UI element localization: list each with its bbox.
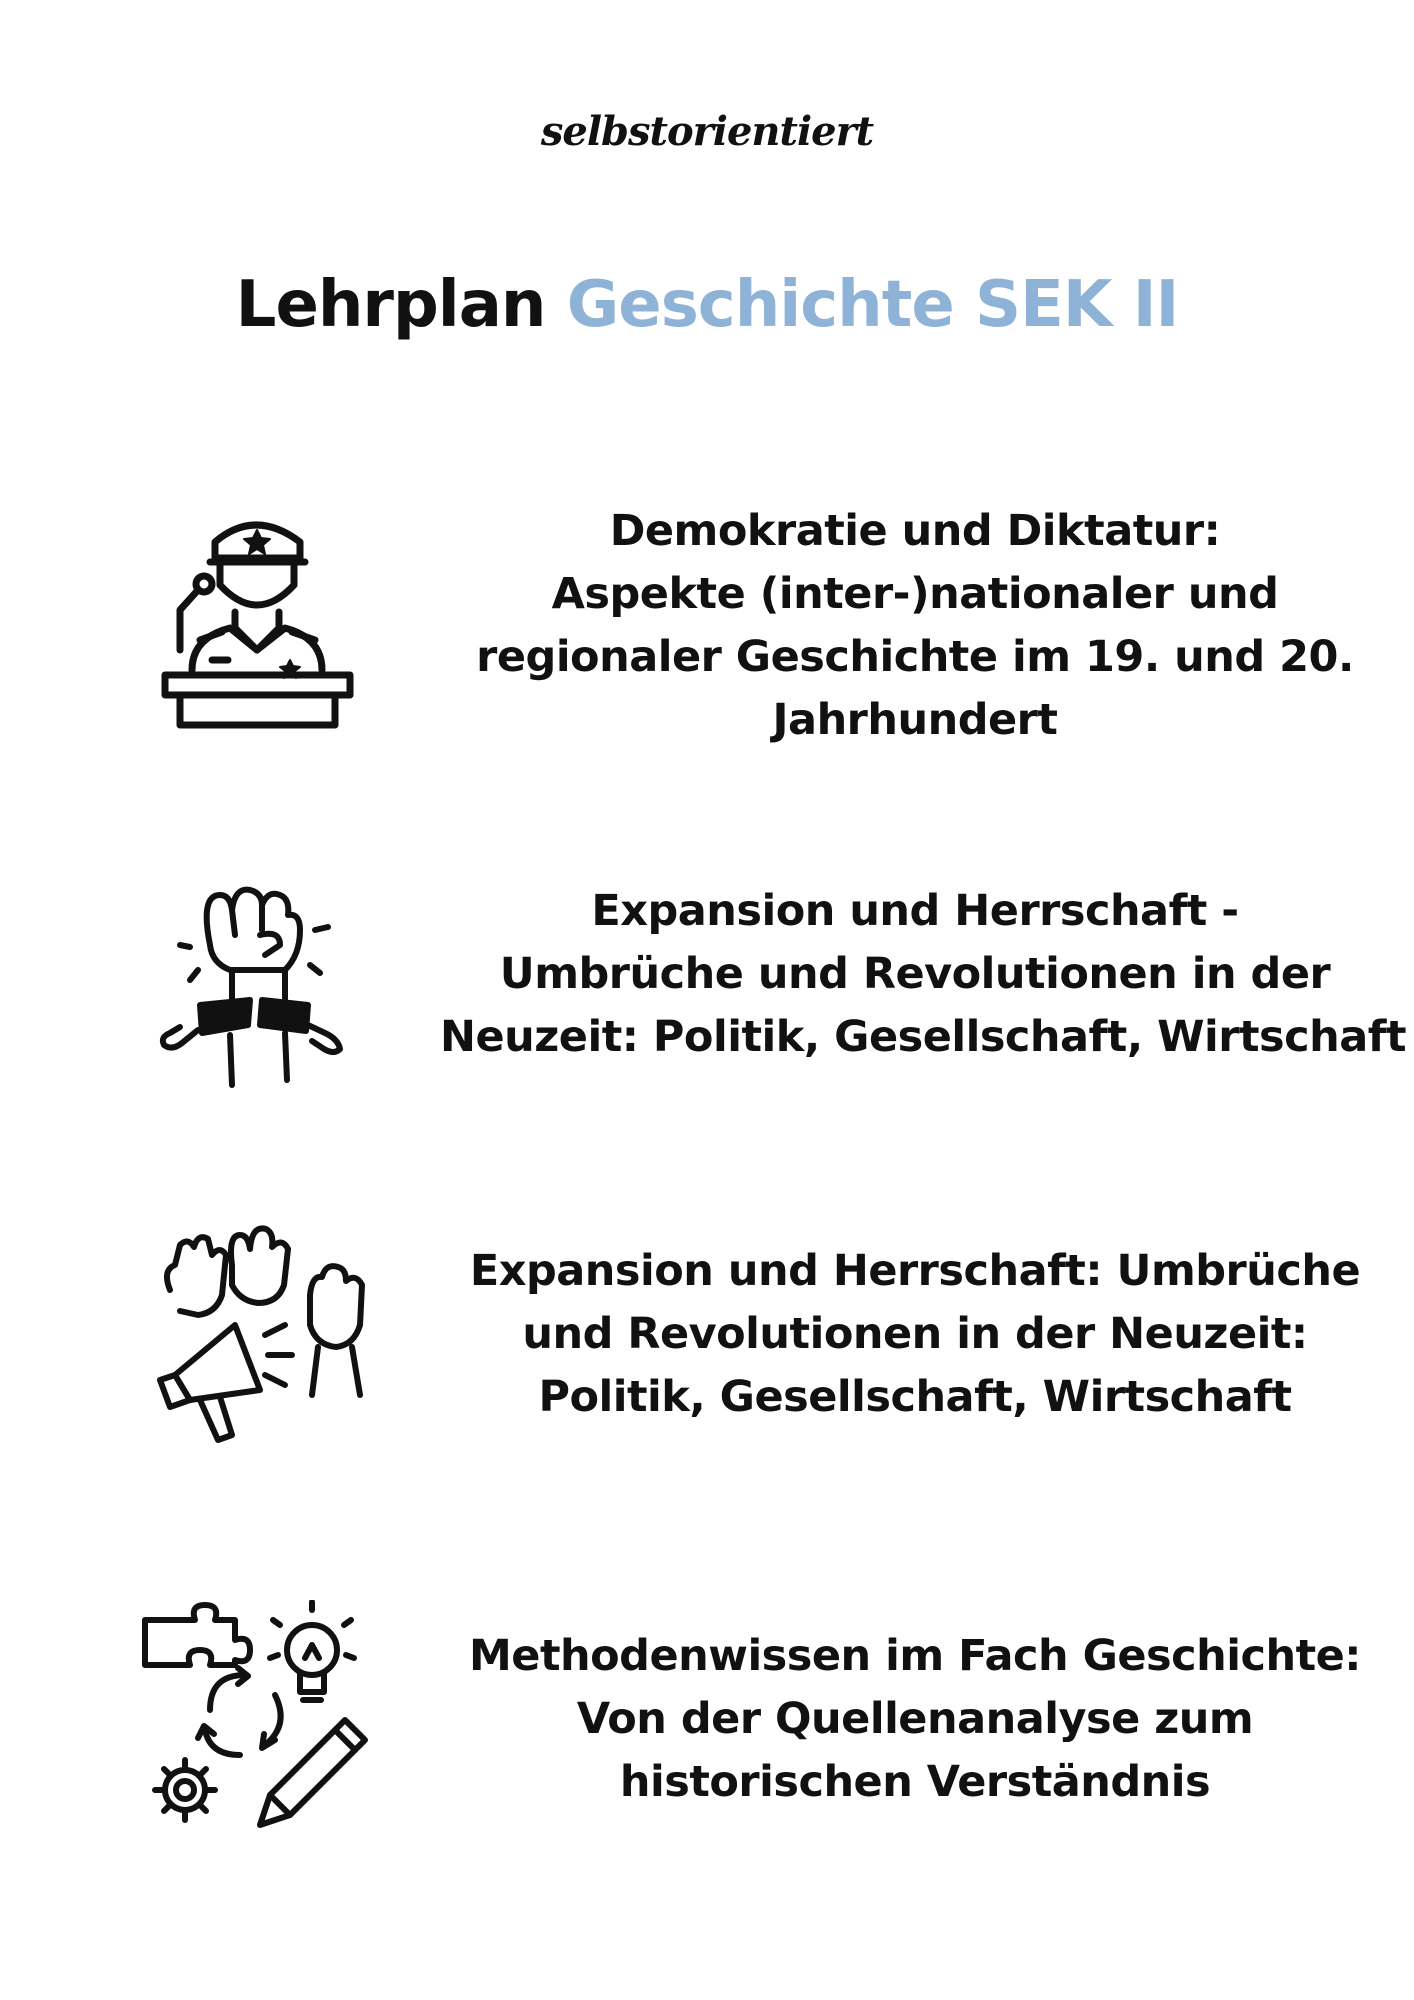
topic-line: Aspekte (inter-)nationaler und: [551, 569, 1279, 619]
topic-line: Umbrüche und Revolutionen in der: [499, 949, 1331, 999]
raised-fist-broken-chains-icon: [140, 875, 380, 1115]
topic-line: Expansion und Herrschaft: Umbrüche: [469, 1246, 1361, 1296]
topic-line: und Revolutionen in der Neuzeit:: [522, 1309, 1308, 1359]
topic-line: regionaler Geschichte im 19. und 20.: [476, 632, 1354, 682]
title-accent: Geschichte SEK II: [566, 268, 1179, 342]
topic-line: Politik, Gesellschaft, Wirtschaft: [538, 1372, 1292, 1422]
topic-line: Neuzeit: Politik, Gesellschaft, Wirtschaft: [440, 1012, 1407, 1062]
topic-line: Expansion und Herrschaft -: [591, 886, 1239, 936]
brand-logo: selbstorientiert: [540, 108, 874, 155]
topic-line: historischen Verständnis: [619, 1757, 1211, 1807]
title-main: Lehrplan: [235, 268, 546, 342]
page-title: [0, 268, 1414, 342]
topic-line: Methodenwissen im Fach Geschichte:: [469, 1631, 1361, 1681]
topic-line: Demokratie und Diktatur:: [609, 506, 1221, 556]
topic-line: Von der Quellenanalyse zum: [576, 1694, 1254, 1744]
dictator-at-podium-icon: [140, 500, 380, 740]
topic-text-2: [440, 880, 1407, 1069]
topic-text-1: [440, 500, 1390, 752]
method-puzzle-bulb-gear-icon: [140, 1600, 380, 1840]
topic-text-3: [440, 1240, 1390, 1429]
topic-line: Jahrhundert: [772, 695, 1058, 745]
topic-text-4: [440, 1625, 1390, 1814]
raised-hands-megaphone-icon: [140, 1215, 380, 1455]
